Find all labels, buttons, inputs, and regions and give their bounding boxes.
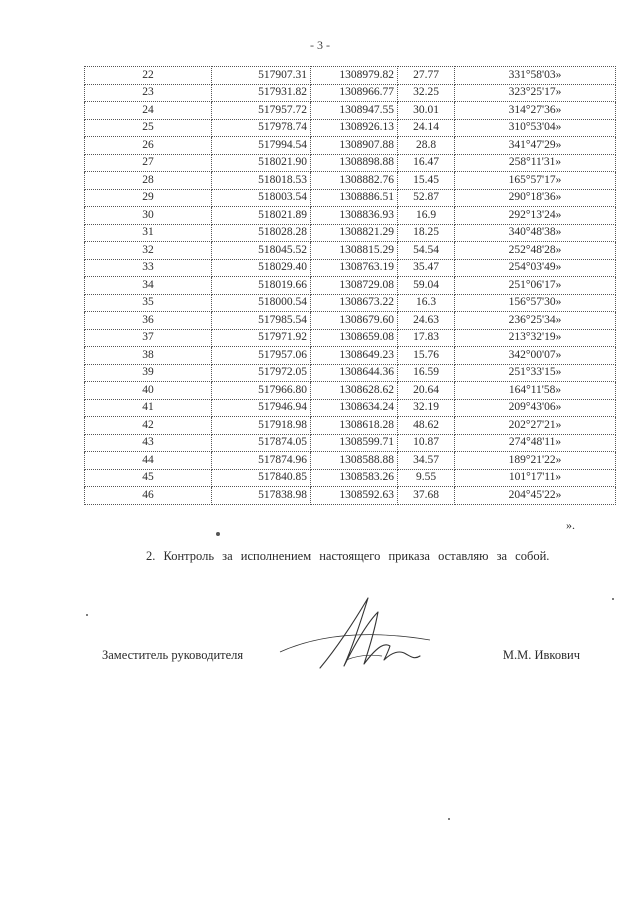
table-row	[85, 67, 616, 85]
table-row	[85, 452, 616, 470]
direction-angle-cell: 164°11'58»	[455, 382, 616, 400]
x-coordinate-cell: 517971.92	[212, 329, 311, 347]
point-number-cell: 33	[85, 259, 212, 277]
direction-angle-cell: 258°11'31»	[455, 154, 616, 172]
direction-angle-cell: 292°13'24»	[455, 207, 616, 225]
table-row	[85, 242, 616, 260]
direction-angle-cell: 342°00'07»	[455, 347, 616, 365]
length-cell: 37.68	[398, 487, 455, 505]
table-row	[85, 84, 616, 102]
y-coordinate-cell: 1308926.13	[311, 119, 398, 137]
direction-angle-cell: 189°21'22»	[455, 452, 616, 470]
direction-angle-cell: 314°27'36»	[455, 102, 616, 120]
table-row	[85, 399, 616, 417]
length-cell: 27.77	[398, 67, 455, 85]
x-coordinate-cell: 517985.54	[212, 312, 311, 330]
y-coordinate-cell: 1308679.60	[311, 312, 398, 330]
direction-angle-cell: 165°57'17»	[455, 172, 616, 190]
direction-angle-cell: 341°47'29»	[455, 137, 616, 155]
table-row	[85, 469, 616, 487]
length-cell: 15.76	[398, 347, 455, 365]
point-number-cell: 40	[85, 382, 212, 400]
signer-position: Заместитель руководителя	[102, 648, 244, 662]
table-row	[85, 189, 616, 207]
y-coordinate-cell: 1308966.77	[311, 84, 398, 102]
length-cell: 20.64	[398, 382, 455, 400]
point-number-cell: 38	[85, 347, 212, 365]
page-number: - 3 -	[310, 38, 330, 52]
direction-angle-cell: 251°33'15»	[455, 364, 616, 382]
point-number-cell: 23	[85, 84, 212, 102]
length-cell: 48.62	[398, 417, 455, 435]
direction-angle-cell: 156°57'30»	[455, 294, 616, 312]
y-coordinate-cell: 1308583.26	[311, 469, 398, 487]
point-number-cell: 34	[85, 277, 212, 295]
table-row	[85, 487, 616, 505]
scan-speck	[612, 598, 614, 600]
direction-angle-cell: 310°53'04»	[455, 119, 616, 137]
table-row	[85, 259, 616, 277]
point-number-cell: 43	[85, 434, 212, 452]
length-cell: 10.87	[398, 434, 455, 452]
y-coordinate-cell: 1308836.93	[311, 207, 398, 225]
point-number-cell: 28	[85, 172, 212, 190]
x-coordinate-cell: 517978.74	[212, 119, 311, 137]
length-cell: 17.83	[398, 329, 455, 347]
direction-angle-cell: 101°17'11»	[455, 469, 616, 487]
x-coordinate-cell: 517957.06	[212, 347, 311, 365]
table-row	[85, 207, 616, 225]
table-row	[85, 102, 616, 120]
direction-angle-cell: 209°43'06»	[455, 399, 616, 417]
table-row	[85, 154, 616, 172]
y-coordinate-cell: 1308815.29	[311, 242, 398, 260]
length-cell: 16.47	[398, 154, 455, 172]
y-coordinate-cell: 1308882.76	[311, 172, 398, 190]
point-number-cell: 30	[85, 207, 212, 225]
table-row	[85, 382, 616, 400]
table-row	[85, 364, 616, 382]
point-number-cell: 42	[85, 417, 212, 435]
table-row	[85, 329, 616, 347]
length-cell: 34.57	[398, 452, 455, 470]
point-number-cell: 41	[85, 399, 212, 417]
y-coordinate-cell: 1308628.62	[311, 382, 398, 400]
direction-angle-cell: 202°27'21»	[455, 417, 616, 435]
x-coordinate-cell: 518021.89	[212, 207, 311, 225]
y-coordinate-cell: 1308673.22	[311, 294, 398, 312]
y-coordinate-cell: 1308634.24	[311, 399, 398, 417]
signer-name: М.М. Ивкович	[502, 648, 580, 662]
x-coordinate-cell: 518000.54	[212, 294, 311, 312]
length-cell: 32.19	[398, 399, 455, 417]
x-coordinate-cell: 518019.66	[212, 277, 311, 295]
direction-angle-cell: 331°58'03»	[455, 67, 616, 85]
x-coordinate-cell: 518028.28	[212, 224, 311, 242]
x-coordinate-cell: 517874.05	[212, 434, 311, 452]
control-paragraph: 2. Контроль за исполнением настоящего приказа оставляю за собой.	[146, 549, 550, 563]
y-coordinate-cell: 1308886.51	[311, 189, 398, 207]
length-cell: 35.47	[398, 259, 455, 277]
y-coordinate-cell: 1308729.08	[311, 277, 398, 295]
length-cell: 24.63	[398, 312, 455, 330]
point-number-cell: 25	[85, 119, 212, 137]
y-coordinate-cell: 1308979.82	[311, 67, 398, 85]
length-cell: 18.25	[398, 224, 455, 242]
x-coordinate-cell: 517918.98	[212, 417, 311, 435]
x-coordinate-cell: 518021.90	[212, 154, 311, 172]
table-row	[85, 224, 616, 242]
y-coordinate-cell: 1308649.23	[311, 347, 398, 365]
point-number-cell: 31	[85, 224, 212, 242]
y-coordinate-cell: 1308821.29	[311, 224, 398, 242]
point-number-cell: 44	[85, 452, 212, 470]
point-number-cell: 24	[85, 102, 212, 120]
point-number-cell: 45	[85, 469, 212, 487]
length-cell: 16.59	[398, 364, 455, 382]
closing-quote: ».	[566, 518, 575, 532]
x-coordinate-cell: 517972.05	[212, 364, 311, 382]
x-coordinate-cell: 517966.80	[212, 382, 311, 400]
x-coordinate-cell: 518018.53	[212, 172, 311, 190]
length-cell: 52.87	[398, 189, 455, 207]
direction-angle-cell: 254°03'49»	[455, 259, 616, 277]
x-coordinate-cell: 517957.72	[212, 102, 311, 120]
table-row	[85, 277, 616, 295]
point-number-cell: 22	[85, 67, 212, 85]
table-row	[85, 347, 616, 365]
length-cell: 16.3	[398, 294, 455, 312]
point-number-cell: 32	[85, 242, 212, 260]
point-number-cell: 36	[85, 312, 212, 330]
x-coordinate-cell: 517994.54	[212, 137, 311, 155]
point-number-cell: 27	[85, 154, 212, 172]
length-cell: 30.01	[398, 102, 455, 120]
length-cell: 24.14	[398, 119, 455, 137]
y-coordinate-cell: 1308588.88	[311, 452, 398, 470]
direction-angle-cell: 251°06'17»	[455, 277, 616, 295]
table-row	[85, 137, 616, 155]
length-cell: 15.45	[398, 172, 455, 190]
x-coordinate-cell: 518029.40	[212, 259, 311, 277]
x-coordinate-cell: 517946.94	[212, 399, 311, 417]
direction-angle-cell: 213°32'19»	[455, 329, 616, 347]
scan-speck	[216, 532, 220, 536]
length-cell: 54.54	[398, 242, 455, 260]
y-coordinate-cell: 1308947.55	[311, 102, 398, 120]
point-number-cell: 26	[85, 137, 212, 155]
x-coordinate-cell: 518003.54	[212, 189, 311, 207]
y-coordinate-cell: 1308898.88	[311, 154, 398, 172]
direction-angle-cell: 323°25'17»	[455, 84, 616, 102]
y-coordinate-cell: 1308592.63	[311, 487, 398, 505]
point-number-cell: 29	[85, 189, 212, 207]
table-row	[85, 312, 616, 330]
length-cell: 28.8	[398, 137, 455, 155]
direction-angle-cell: 236°25'34»	[455, 312, 616, 330]
signature-line	[102, 648, 580, 668]
y-coordinate-cell: 1308907.88	[311, 137, 398, 155]
x-coordinate-cell: 517840.85	[212, 469, 311, 487]
x-coordinate-cell: 517838.98	[212, 487, 311, 505]
x-coordinate-cell: 517874.96	[212, 452, 311, 470]
y-coordinate-cell: 1308659.08	[311, 329, 398, 347]
coordinates-table-body	[85, 67, 616, 505]
table-row	[85, 172, 616, 190]
length-cell: 16.9	[398, 207, 455, 225]
scan-speck	[448, 818, 450, 820]
point-number-cell: 46	[85, 487, 212, 505]
y-coordinate-cell: 1308763.19	[311, 259, 398, 277]
direction-angle-cell: 274°48'11»	[455, 434, 616, 452]
direction-angle-cell: 290°18'36»	[455, 189, 616, 207]
table-row	[85, 417, 616, 435]
table-row	[85, 294, 616, 312]
direction-angle-cell: 204°45'22»	[455, 487, 616, 505]
y-coordinate-cell: 1308599.71	[311, 434, 398, 452]
point-number-cell: 39	[85, 364, 212, 382]
y-coordinate-cell: 1308618.28	[311, 417, 398, 435]
direction-angle-cell: 340°48'38»	[455, 224, 616, 242]
direction-angle-cell: 252°48'28»	[455, 242, 616, 260]
point-number-cell: 37	[85, 329, 212, 347]
x-coordinate-cell: 518045.52	[212, 242, 311, 260]
length-cell: 32.25	[398, 84, 455, 102]
y-coordinate-cell: 1308644.36	[311, 364, 398, 382]
length-cell: 9.55	[398, 469, 455, 487]
point-number-cell: 35	[85, 294, 212, 312]
table-row	[85, 434, 616, 452]
length-cell: 59.04	[398, 277, 455, 295]
x-coordinate-cell: 517931.82	[212, 84, 311, 102]
table-row	[85, 119, 616, 137]
coordinates-table	[84, 66, 616, 505]
x-coordinate-cell: 517907.31	[212, 67, 311, 85]
scan-speck	[86, 614, 88, 616]
